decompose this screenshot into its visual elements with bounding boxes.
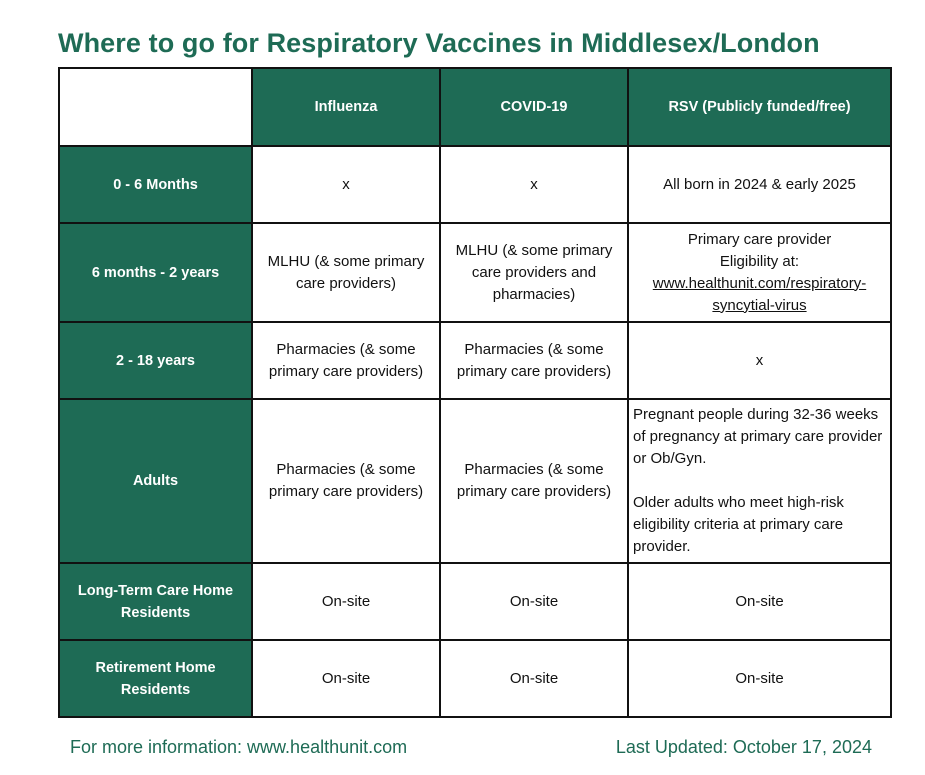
table-header-row [59, 68, 891, 146]
rsv-pregnant-text: Pregnant people during 32-36 weeks of pregnancy at primary care provider or Ob/Gyn. [633, 406, 883, 467]
cell-covid: On-site [440, 640, 628, 717]
row-header-0-6-months: 0 - 6 Months [59, 146, 252, 223]
cell-covid [440, 223, 628, 322]
cell-influenza [252, 223, 440, 322]
table-row [59, 146, 891, 223]
row-header-adults: Adults [59, 399, 252, 563]
column-header-rsv: RSV (Publicly funded/free) [628, 68, 891, 146]
last-updated-text: Last Updated: October 17, 2024 [615, 737, 872, 757]
column-header-covid: COVID-19 [440, 68, 628, 146]
cell-influenza-text: Pharmacies (& some primary care providers) [268, 340, 424, 380]
vaccine-table [58, 67, 892, 718]
cell-influenza-text: Pharmacies (& some primary care providers) [268, 461, 424, 500]
cell-influenza: x [252, 146, 440, 223]
cell-covid: x [440, 146, 628, 223]
cell-covid [440, 399, 628, 563]
rsv-eligibility-link[interactable]: www.healthunit.com/respiratory-syncytial-virus [652, 274, 867, 314]
cell-rsv [628, 223, 891, 322]
cell-covid: On-site [440, 563, 628, 640]
cell-rsv: On-site [628, 640, 891, 717]
row-header-long-term-care [59, 563, 252, 640]
cell-rsv: On-site [628, 563, 891, 640]
more-info-text: For more information: www.healthunit.com [70, 737, 408, 757]
table-row [59, 563, 891, 640]
row-header-retirement-home-text: Retirement Home Residents [95, 659, 216, 698]
cell-rsv: All born in 2024 & early 2025 [628, 146, 891, 223]
row-header-long-term-care-text: Long-Term Care Home Residents [77, 582, 234, 621]
column-header-influenza: Influenza [252, 68, 440, 146]
rsv-provider-text: Primary care provider [687, 230, 832, 248]
cell-covid-text: Pharmacies (& some primary care providers) [456, 340, 612, 380]
row-header-6-months-2-years: 6 months - 2 years [59, 223, 252, 322]
page-title: Where to go for Respiratory Vaccines in Middlesex/London [58, 28, 820, 58]
table-corner-cell [59, 68, 252, 146]
cell-influenza-text: MLHU (& some primary care providers) [267, 252, 425, 292]
cell-covid [440, 322, 628, 399]
table-row [59, 223, 891, 322]
cell-covid-text: Pharmacies (& some primary care providers) [456, 461, 612, 500]
table-row [59, 640, 891, 717]
cell-influenza [252, 322, 440, 399]
cell-rsv [628, 399, 891, 563]
table-row [59, 399, 891, 563]
row-header-2-18-years: 2 - 18 years [59, 322, 252, 399]
cell-influenza: On-site [252, 640, 440, 717]
cell-covid-text: MLHU (& some primary care providers and pharmacies) [455, 241, 613, 303]
row-header-retirement-home [59, 640, 252, 717]
cell-rsv: x [628, 322, 891, 399]
rsv-older-adults-text: Older adults who meet high-risk eligibility criteria at primary care provider. [633, 494, 844, 555]
cell-influenza: On-site [252, 563, 440, 640]
cell-influenza [252, 399, 440, 563]
rsv-eligibility-label: Eligibility at: [719, 252, 800, 270]
table-row [59, 322, 891, 399]
